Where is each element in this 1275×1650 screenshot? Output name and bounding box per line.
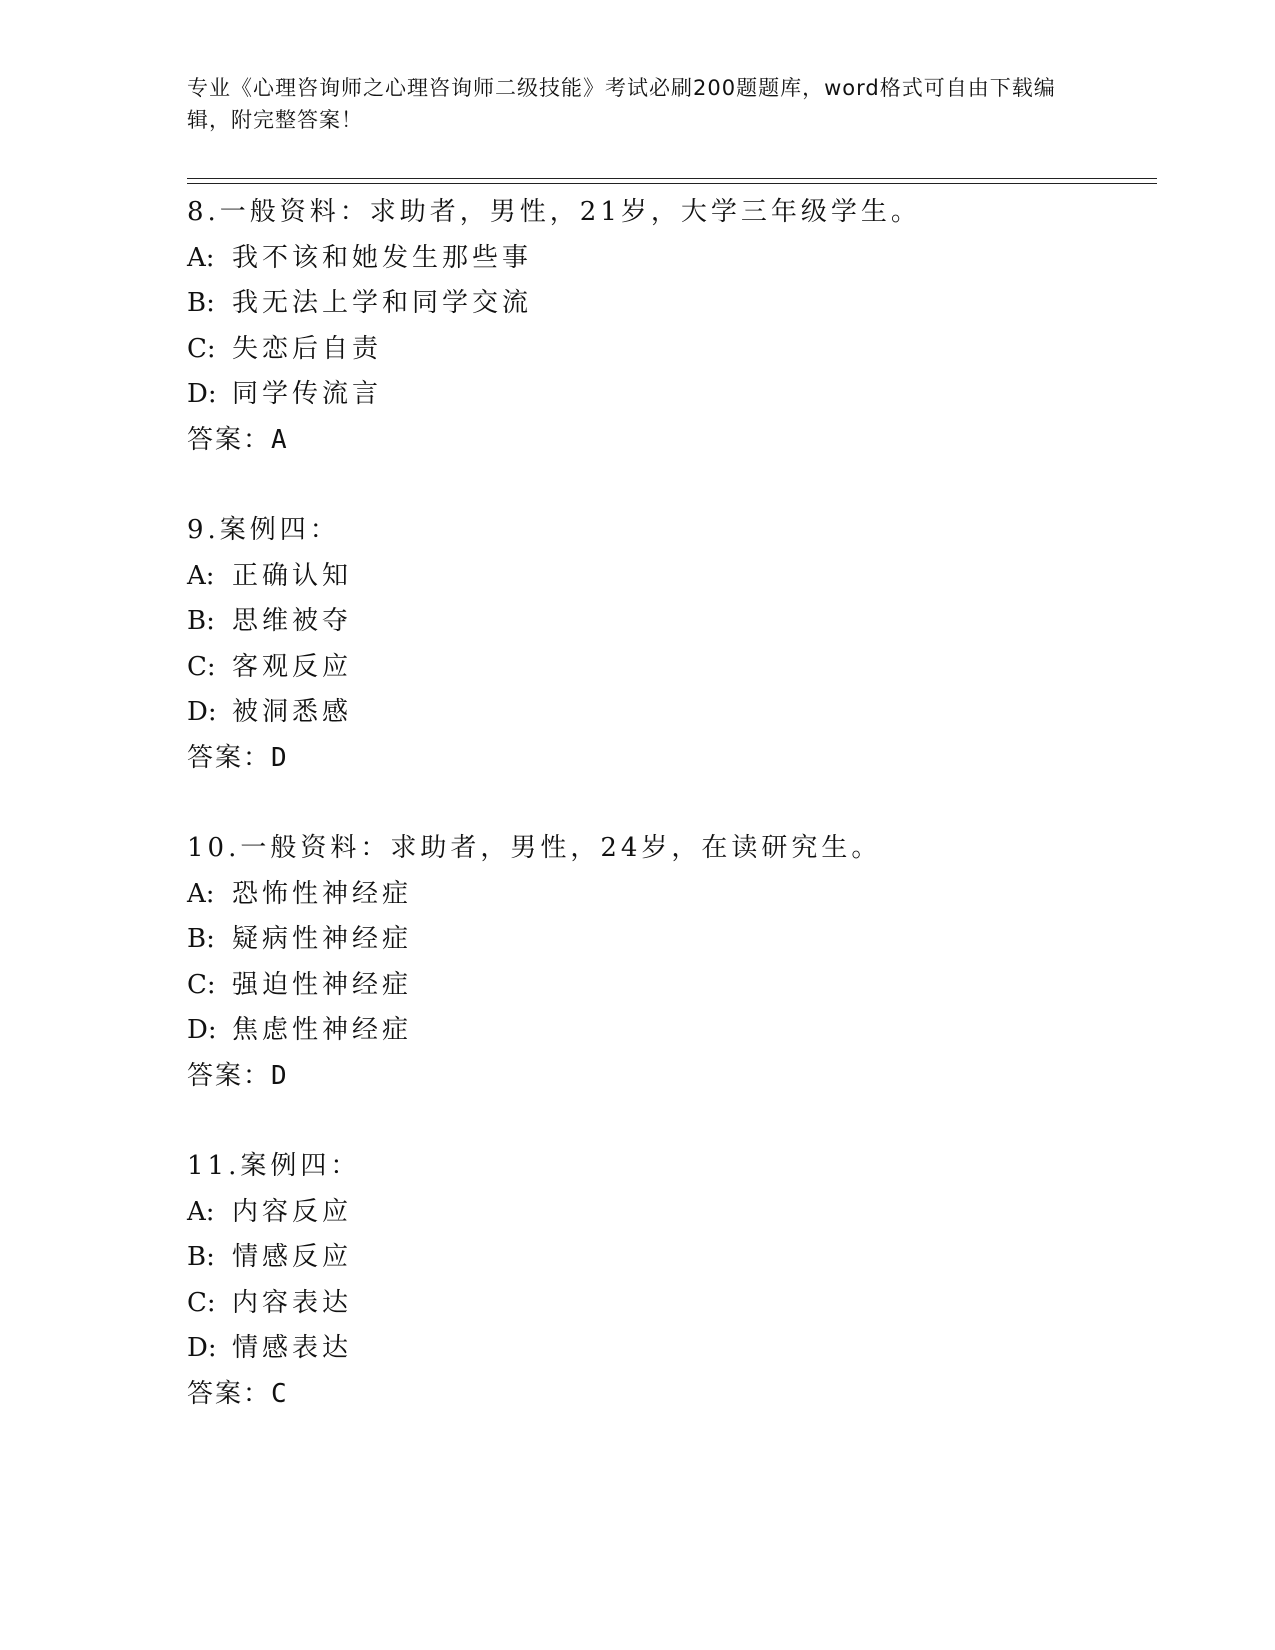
question-stem: 11.案例四： (187, 1151, 361, 1181)
question-item (187, 190, 1147, 463)
option-letter: B: (187, 1242, 215, 1272)
option-text: 失恋后自责 (232, 333, 383, 364)
option-b (187, 917, 1147, 963)
option-a (187, 554, 1147, 600)
option-letter: D: (187, 1015, 217, 1045)
answer-line (187, 418, 1147, 464)
option-d (187, 1008, 1147, 1054)
option-letter: B: (187, 606, 215, 636)
option-text: 思维被夺 (232, 606, 353, 636)
option-letter: C: (187, 651, 216, 682)
option-letter: A: (187, 560, 215, 591)
option-c (187, 327, 1147, 373)
question-item (187, 826, 1147, 1099)
option-a (187, 872, 1147, 918)
option-text: 情感表达 (232, 1333, 353, 1363)
option-letter: B: (187, 924, 215, 954)
answer-line (187, 736, 1147, 782)
option-text: 恐怖性神经症 (232, 878, 413, 909)
option-text: 内容表达 (232, 1287, 353, 1318)
option-letter: A: (187, 1196, 215, 1227)
question-list (187, 190, 1147, 1417)
option-text: 我不该和她发生那些事 (232, 242, 533, 273)
option-text: 内容反应 (232, 1196, 353, 1227)
option-text: 强迫性神经症 (232, 969, 413, 1000)
option-text: 被洞悉感 (232, 697, 353, 727)
option-letter: C: (187, 333, 216, 364)
option-d (187, 372, 1147, 418)
option-letter: D: (187, 379, 217, 409)
header-divider-bottom (187, 183, 1157, 184)
option-letter: D: (187, 697, 217, 727)
option-d (187, 690, 1147, 736)
question-stem: 8.一般资料：求助者，男性，21岁，大学三年级学生。 (187, 197, 921, 227)
option-letter: B: (187, 288, 215, 318)
option-letter: C: (187, 969, 216, 1000)
answer-value: D (271, 1060, 291, 1091)
option-text: 疑病性神经症 (232, 924, 413, 954)
option-text: 我无法上学和同学交流 (232, 288, 533, 318)
option-a (187, 1190, 1147, 1236)
option-c (187, 645, 1147, 691)
answer-label: 答案： (187, 1060, 272, 1091)
option-text: 客观反应 (232, 651, 353, 682)
answer-label: 答案： (187, 1378, 272, 1409)
option-a (187, 236, 1147, 282)
option-text: 焦虑性神经症 (232, 1015, 413, 1045)
answer-line (187, 1054, 1147, 1100)
question-stem: 9.案例四： (187, 515, 340, 545)
answer-line (187, 1372, 1147, 1418)
option-c (187, 963, 1147, 1009)
option-text: 情感反应 (232, 1242, 353, 1272)
answer-label: 答案： (187, 424, 272, 455)
answer-label: 答案： (187, 742, 272, 773)
option-text: 正确认知 (232, 560, 353, 591)
option-letter: D: (187, 1333, 217, 1363)
document-intro: 专业《心理咨询师之心理咨询师二级技能》考试必刷200题题库，word格式可自由下载编辑，附完整答案！ (187, 76, 1056, 132)
question-item (187, 1144, 1147, 1417)
option-letter: A: (187, 878, 215, 909)
option-b (187, 281, 1147, 327)
answer-value: D (271, 742, 291, 773)
answer-value: A (271, 424, 291, 455)
option-d (187, 1326, 1147, 1372)
option-text: 同学传流言 (232, 379, 383, 409)
option-letter: C: (187, 1287, 216, 1318)
option-c (187, 1281, 1147, 1327)
question-stem: 10.一般资料：求助者，男性，24岁，在读研究生。 (187, 833, 882, 863)
question-item (187, 508, 1147, 781)
option-b (187, 599, 1147, 645)
answer-value: C (271, 1378, 291, 1409)
option-letter: A: (187, 242, 215, 273)
option-b (187, 1235, 1147, 1281)
header-divider-top (187, 178, 1157, 179)
